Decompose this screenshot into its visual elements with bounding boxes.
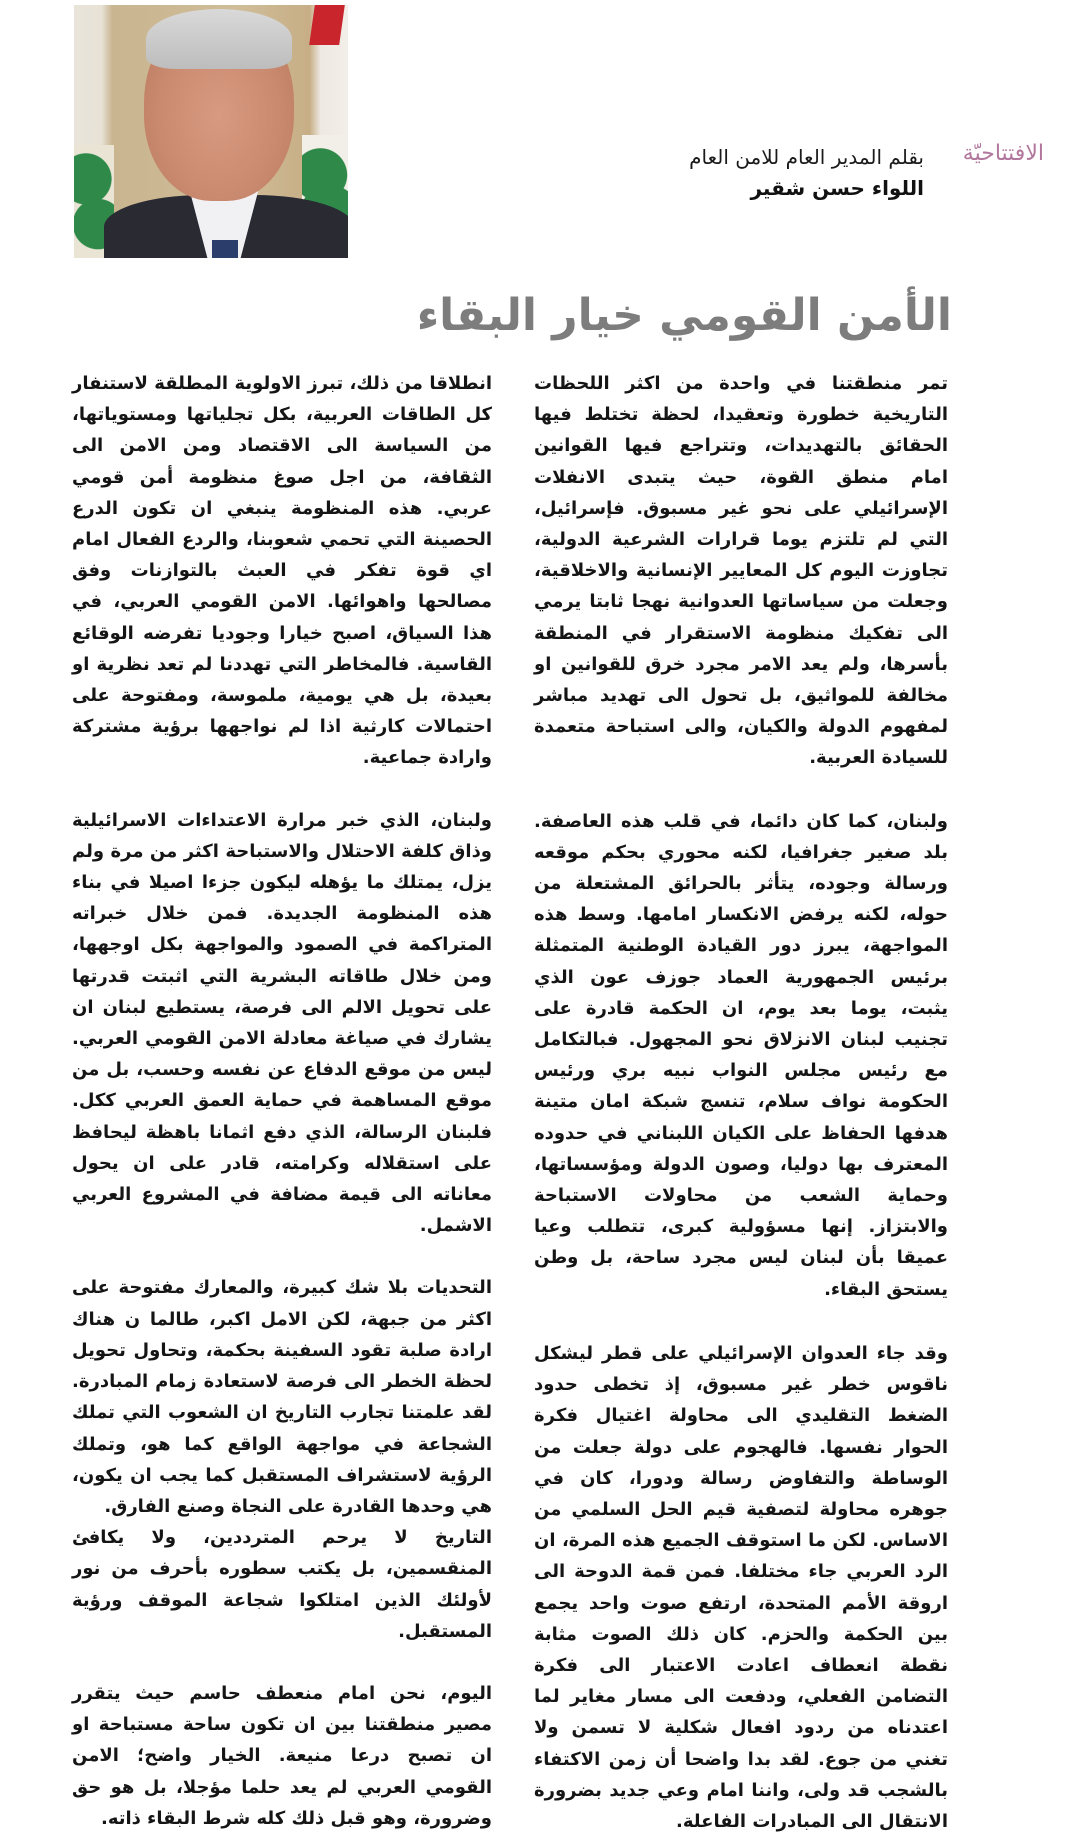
article-column-right [534,368,948,1837]
author-photo [74,5,348,258]
author-name: اللواء حسن شقير [750,176,924,200]
paragraph: التحديات بلا شك كبيرة، والمعارك مفتوحة على اكثر من جبهة، لكن الامل اكبر، طالما ن هناك ارادة صلبة تقود السفينة بحكمة، وتحاول تحويل لحظة الخطر الى فرصة لاستعادة زمام المبادرة. لقد علمتنا تجارب التاريخ ان الشعوب التي تملك الشجاعة في مواجهة الواقع كما هو، وتملك الرؤية لاستشراف المستقبل كما يجب ان يكون، هي وحدها القادرة على النجاة وصنع الفارق. [72,1277,492,1517]
paragraph: انطلاقا من ذلك، تبرز الاولوية المطلقة لاستنفار كل الطاقات العربية، بكل تجلياتها ومستوياتها، من السياسة الى الاقتصاد ومن الامن الى الثقافة، من اجل صوغ منظومة أمن قومي عربي. هذه المنظومة ينبغي ان تكون الدرع الحصينة التي تحمي شعوبنا، والردع الفعال امام اي قوة تفكر في العبث بالتوازنات وفق مصالحها واهوائها. الامن القومي العربي، في هذا السياق، اصبح خيارا وجوديا تفرضه الوقائع القاسية. فالمخاطر التي تهددنا لم تعد نظرية او بعيدة، بل هي يومية، ملموسة، ومفتوحة على احتمالات كارثية اذا لم نواجهها برؤية مشتركة وارادة جماعية. [72,373,492,769]
tie [212,240,238,258]
section-label: الافتتاحيّة [962,141,1044,166]
paragraph: تمر منطقتنا في واحدة من اكثر اللحظات التاريخية خطورة وتعقيدا، لحظة تختلط فيها الحقائق بالتهديدات، وتتراجع فيها القوانين امام منطق القوة، حيث يتبدى الانفلات الإسرائيلي على نحو غير مسبوق. فإسرائيل، التي لم تلتزم يوما قرارات الشرعية الدولية، تجاوزت اليوم كل المعايير الإنسانية والاخلاقية، وجعلت من سياساتها العدوانية نهجا ثابتا يرمي الى تفكيك منظومة الاستقرار في المنطقة بأسرها، ولم يعد الامر مجرد خرق للقوانين او مخالفة للمواثيق، بل تحول الى تهديد مباشر لمفهوم الدولة والكيان، والى استباحة متعمدة للسيادة العربية. [534,373,948,769]
paragraph: ولبنان، الذي خبر مرارة الاعتداءات الاسرائيلية وذاق كلفة الاحتلال والاستباحة اكثر من مرة ولم يزل، يمتلك ما يؤهله ليكون جزءا اصيلا في بناء هذه المنظومة الجديدة. فمن خلال خبراته المتراكمة في الصمود والمواجهة بكل اوجهها، ومن خلال طاقاته البشرية التي اثبتت قدرتها على تحويل الالم الى فرصة، يستطيع لبنان ان يشارك في صياغة معادلة الامن القومي العربي. ليس من موقع الدفاع عن نفسه وحسب، بل من موقع المساهمة في حماية العمق العربي ككل. فلبنان الرسالة، الذي دفع اثمانا باهظة ليحافظ على استقلاله وكرامته، قادر على ان يحول معاناته الى قيمة مضافة في المشروع العربي الاشمل. [72,809,492,1237]
byline: بقلم المدير العام للامن العام [689,145,924,169]
paragraph: ولبنان، كما كان دائما، في قلب هذه العاصفة. بلد صغير جغرافيا، لكنه محوري بحكم موقعه ورسالة وجوده، يتأثر بالحرائق المشتعلة من حوله، لكنه يرفض الانكسار امامها. وسط هذه المواجهة، يبرز دور القيادة الوطنية المتمثلة برئيس الجمهورية العماد جوزف عون الذي يثبت، يوما بعد يوم، ان الحكمة قادرة على تجنيب لبنان الانزلاق نحو المجهول. فبالتكامل مع رئيس مجلس النواب نبيه بري ورئيس الحكومة نواف سلام، تنسج شبكة امان متينة هدفها الحفاظ على الكيان اللبناني في حدوده المعترف بها دوليا، وصون الدولة ومؤسساتها، وحماية الشعب من محاولات الاستباحة والابتزاز. إنها مسؤولية كبرى، تتطلب وعيا عميقا بأن لبنان ليس مجرد ساحة، بل وطن يستحق البقاء. [534,810,948,1300]
paragraph: وقد جاء العدوان الإسرائيلي على قطر ليشكل ناقوس خطر غير مسبوق، إذ تخطى حدود الضغط التقليدي الى محاولة اغتيال فكرة الحوار نفسها. فالهجوم على دولة جعلت من الوساطة والتفاوض رسالة ودورا، كان في جوهره محاولة لتصفية قيم الحل السلمي من الاساس. لكن ما استوقف الجميع هذه المرة، ان الرد العربي جاء مختلفا. فمن قمة الدوحة الى اروقة الأمم المتحدة، ارتفع صوت واحد يجمع بين الحكمة والحزم. كان ذلك الصوت مثابة نقطة انعطاف اعادت الاعتبار الى فكرة التضامن الفعلي، ودفعت الى مسار مغاير لما اعتدناه من ردود افعال شكلية لا تسمن ولا تغني من جوع. لقد بدا واضحا أن زمن الاكتفاء بالشجب قد ولى، واننا امام وعي جديد بضرورة الانتقال الى المبادرات الفاعلة. [534,1342,948,1832]
paragraph: اليوم، نحن امام منعطف حاسم حيث يتقرر مصير منطقتنا بين ان تكون ساحة مستباحة او ان تصبح درعا منيعة. الخيار واضح؛ الامن القومي العربي لم يعد حلما مؤجلا، بل هو حق وضرورة، وهو قبل ذلك كله شرط البقاء ذاته. [72,1682,492,1829]
lebanese-flag-red-stripe [309,5,345,45]
article-column-left [72,368,492,1834]
hair [146,9,292,69]
paragraph: التاريخ لا يرحم المترددين، ولا يكافئ المنقسمين، بل يكتب سطوره بأحرف من نور لأولئك الذين امتلكوا شجاعة الموقف ورؤية المستقبل. [72,1527,492,1642]
article-title: الأمن القومي خيار البقاء [416,290,952,341]
